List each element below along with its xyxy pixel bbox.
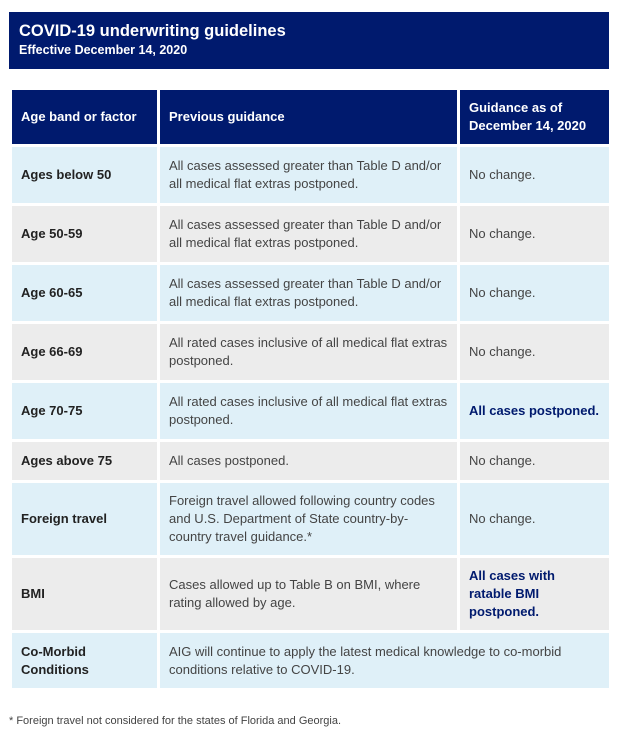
row-factor: Age 70-75: [12, 383, 157, 439]
page-subtitle: Effective December 14, 2020: [19, 43, 188, 57]
table-row: [12, 147, 609, 203]
footnote: * Foreign travel not considered for the states of Florida and Georgia.: [9, 715, 342, 727]
row-current-guidance: No change.: [460, 483, 609, 555]
guidelines-table: [9, 87, 612, 691]
column-header-previous: Previous guidance: [160, 90, 457, 144]
row-current-guidance: No change.: [460, 324, 609, 380]
row-previous-guidance: Cases allowed up to Table B on BMI, where rating allowed by age.: [160, 558, 457, 630]
header-banner: [9, 12, 609, 69]
row-factor: Foreign travel: [12, 483, 157, 555]
row-current-guidance: No change.: [460, 147, 609, 203]
table-row: [12, 206, 609, 262]
row-current-guidance: All cases postponed.: [460, 383, 609, 439]
row-previous-guidance: Foreign travel allowed following country codes and U.S. Department of State country-by-country travel guidance.*: [160, 483, 457, 555]
row-factor: Age 50-59: [12, 206, 157, 262]
page-title: COVID-19 underwriting guidelines: [19, 22, 286, 40]
row-previous-guidance: All cases assessed greater than Table D and/or all medical flat extras postponed.: [160, 147, 457, 203]
table-header-row: [12, 90, 609, 144]
row-current-guidance: No change.: [460, 442, 609, 480]
row-factor: Age 60-65: [12, 265, 157, 321]
table-row: [12, 483, 609, 555]
row-previous-guidance: AIG will continue to apply the latest medical knowledge to co-morbid conditions relative to COVID-19.: [160, 633, 609, 688]
table-row: [12, 558, 609, 630]
row-factor: Ages below 50: [12, 147, 157, 203]
row-factor: BMI: [12, 558, 157, 630]
row-previous-guidance: All cases assessed greater than Table D and/or all medical flat extras postponed.: [160, 265, 457, 321]
table-row: [12, 265, 609, 321]
row-previous-guidance: All rated cases inclusive of all medical flat extras postponed.: [160, 324, 457, 380]
row-previous-guidance: All rated cases inclusive of all medical flat extras postponed.: [160, 383, 457, 439]
table-row: [12, 324, 609, 380]
row-previous-guidance: All cases postponed.: [160, 442, 457, 480]
row-current-guidance: All cases with ratable BMI postponed.: [460, 558, 609, 630]
column-header-current: Guidance as of December 14, 2020: [460, 90, 609, 144]
table-row: [12, 442, 609, 480]
table-row: [12, 633, 609, 688]
row-factor: Ages above 75: [12, 442, 157, 480]
table-row: [12, 383, 609, 439]
row-factor: Co-Morbid Conditions: [12, 633, 157, 688]
row-current-guidance: No change.: [460, 265, 609, 321]
column-header-factor: Age band or factor: [12, 90, 157, 144]
row-factor: Age 66-69: [12, 324, 157, 380]
row-current-guidance: No change.: [460, 206, 609, 262]
row-previous-guidance: All cases assessed greater than Table D and/or all medical flat extras postponed.: [160, 206, 457, 262]
